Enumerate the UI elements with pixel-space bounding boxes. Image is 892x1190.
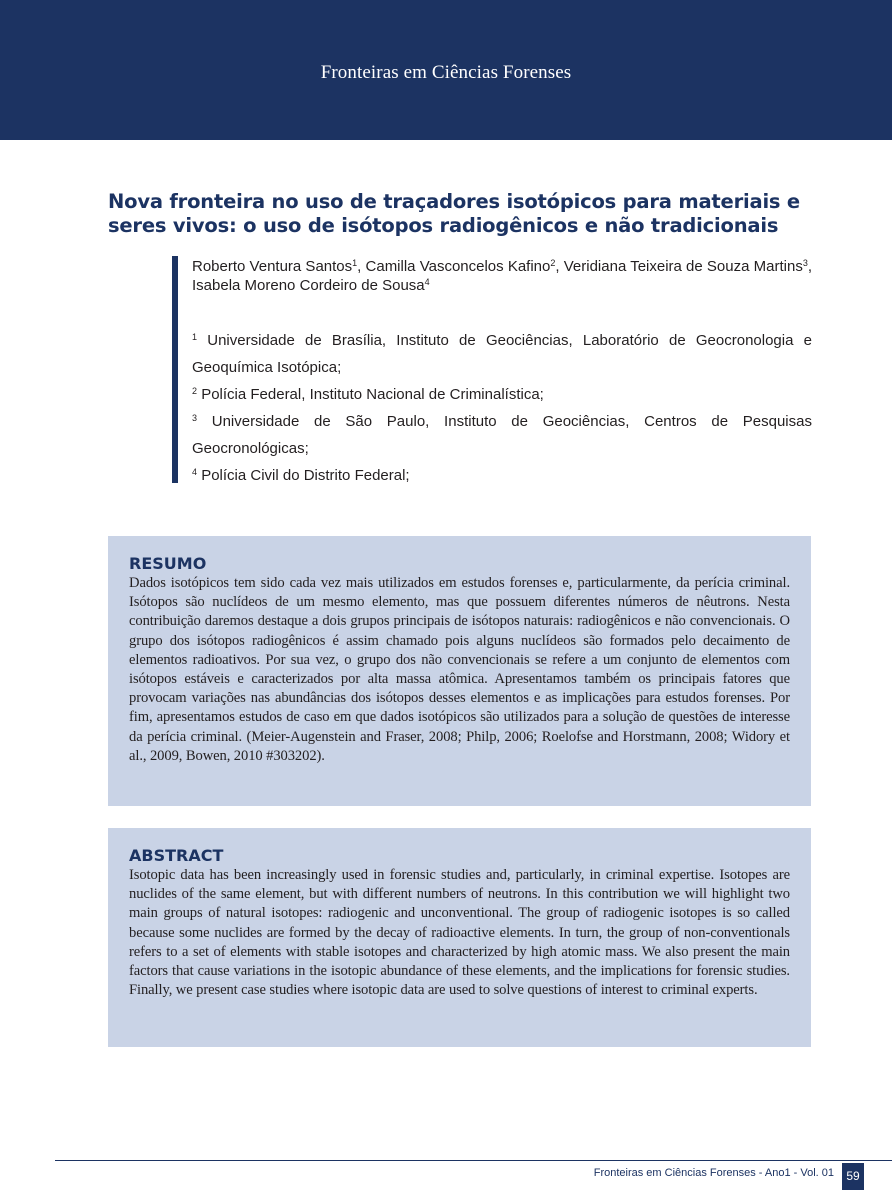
author-name: Roberto Ventura Santos <box>192 258 353 275</box>
page-number: 59 <box>842 1163 864 1190</box>
abstract-heading: ABSTRACT <box>129 846 224 865</box>
author-sup: 3 <box>802 258 808 268</box>
affiliation <box>192 327 812 381</box>
footer-running-title: Fronteiras em Ciências Forenses - Ano1 - Vol. 01 <box>593 1167 834 1179</box>
page-header <box>0 0 892 140</box>
affiliation-text: Universidade de São Paulo, Instituto de Geociências, Centros de Pesquisas Geocronológicas; <box>192 413 812 457</box>
affiliation-sup: 1 <box>192 332 198 342</box>
resumo-body: Dados isotópicos tem sido cada vez mais utilizados em estudos forenses e, particularmente, da perícia criminal. Isótopos são nuclídeos de um mesmo elemento, mas que possuem diferentes números de nêutrons. Nesta contribuição daremos destaque a dois grupos principais de isótopos naturais: radiogênicos e não convencionais. O grupo dos isótopos radiogênicos é assim chamado pois alguns nuclídeos são formados pelo decaimento de elementos radioativos. Por sua vez, o grupo dos não convencionais se refere a um conjunto de elementos com isótopos estáveis e caracterizados por alta massa atômica. Apresentamos também os principais fatores que provocam variações nas abundâncias dos isótopos desses elementos e as implicações para estudos forenses. Por fim, apresentamos estudos de caso em que dados isotópicos são utilizados para a solução de questões de interesse da perícia criminal. (Meier-Augenstein and Fraser, 2008; Philp, 2006; Roelofse and Horstmann, 2008; Widory et al., 2009, Bowen, 2010 #303202). <box>129 575 790 764</box>
abstract-box <box>108 828 811 1047</box>
resumo-box <box>108 536 811 806</box>
abstract-body: Isotopic data has been increasingly used in forensic studies and, particularly, in criminal expertise. Isotopes are nuclides of the same element, but with different numbers of neutrons. In this contribution we will highlight two main groups of natural isotopes: radiogenic and unconventional. The group of radiogenic isotopes is so called because some nuclides are formed by the decay of radioactive elements. In turn, the group of non-conventionals refers to a set of elements with stable isotopes and characterized by high atomic mass. We also present the main factors that cause variations in the isotopic abundance of these elements, and the implications for forensic studies. Finally, we present case studies where isotopic data are used to solve questions of interest to criminal experts. <box>129 867 790 999</box>
affiliation-sup: 4 <box>192 467 198 477</box>
author-block <box>172 256 812 483</box>
affiliation <box>192 408 812 462</box>
author-name: Veridiana Teixeira de Souza Martins <box>563 258 803 275</box>
footer-divider <box>55 1160 892 1161</box>
affiliation-text: Polícia Federal, Instituto Nacional de Criminalística; <box>201 386 544 403</box>
article-title: Nova fronteira no uso de traçadores isotópicos para materiais e seres vivos: o uso de isótopos radiogênicos e não tradicionais <box>108 190 800 237</box>
affiliation-sup: 2 <box>192 386 198 396</box>
affiliation <box>192 462 812 489</box>
author-name: Camilla Vasconcelos Kafino <box>365 258 551 275</box>
affiliation-text: Universidade de Brasília, Instituto de Geociências, Laboratório de Geocronologia e Geoquímica Isotópica; <box>192 332 812 376</box>
author-sup: 1 <box>352 258 358 268</box>
author-sup: 2 <box>550 258 556 268</box>
affiliation <box>192 381 812 408</box>
affiliation-text: Polícia Civil do Distrito Federal; <box>201 467 410 484</box>
resumo-heading: RESUMO <box>129 554 207 573</box>
affiliation-sup: 3 <box>192 413 198 423</box>
journal-title: Fronteiras em Ciências Forenses <box>320 62 572 83</box>
affiliation-list <box>192 327 812 489</box>
author-sup: 4 <box>424 277 430 287</box>
author-name: Isabela Moreno Cordeiro de Sousa <box>192 277 425 294</box>
author-list: Roberto Ventura Santos$^1$, Camilla Vasconcelos Kafino$^2$, Veridiana Teixeira de Souza Martins$^3$, Isabela Moreno Cordeiro de Sousa$^4$ <box>192 258 813 294</box>
